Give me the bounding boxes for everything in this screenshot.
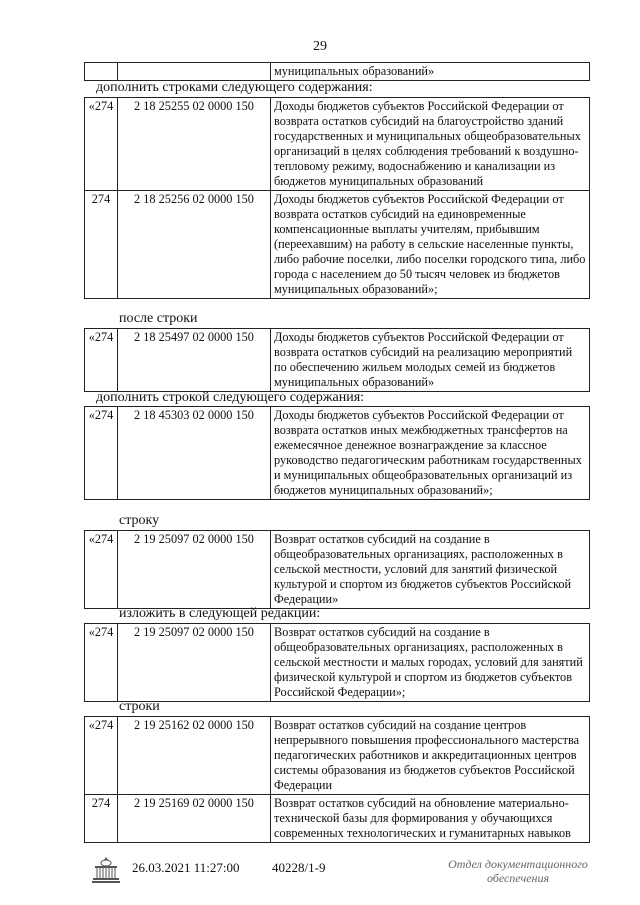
instruction-text: строки: [119, 699, 160, 714]
table-block: [84, 97, 590, 299]
cell-description: Возврат остатков субсидий на создание в общеобразовательных организациях, расположенных в сельской местности, условий для занятий физической культурой и спортом из бюджетов субъектов Российской Федерации»: [271, 531, 590, 609]
table-row: [85, 63, 590, 81]
footer-datetime: 26.03.2021 11:27:00: [132, 860, 240, 875]
instruction-text: строку: [119, 513, 160, 528]
footer-dept-line2: обеспечения: [486, 871, 550, 885]
cell-description: Доходы бюджетов субъектов Российской Федерации от возврата остатков субсидий на реализацию мероприятий по обеспечению жильем молодых семей из бюджетов муниципальных образований»: [271, 329, 590, 392]
cell-kbk: 2 19 25097 02 0000 150: [118, 531, 271, 609]
parliament-building-icon: [90, 854, 122, 886]
cell-code-prefix: 274: [85, 795, 118, 843]
footer-dept-line1: Отдел документационного: [448, 857, 588, 871]
cell-code-prefix: «274: [85, 329, 118, 392]
page-number: 29: [313, 39, 327, 54]
cell-code-prefix: «274: [85, 717, 118, 795]
cell-description: Возврат остатков субсидий на создание в общеобразовательных организациях, расположенных в сельской местности и малых городах, условий для занятий физической культурой и спортом из бюджетов субъектов Российской Федерации»;: [271, 624, 590, 702]
cell-code-prefix: «274: [85, 98, 118, 191]
cell-code-prefix: «274: [85, 407, 118, 500]
table-block: [84, 406, 590, 500]
table-row: [85, 191, 590, 299]
cell-kbk: 2 18 45303 02 0000 150: [118, 407, 271, 500]
cell-description: Возврат остатков субсидий на обновление материально-технической базы для формирования у обучающихся современных технологических и гуманитарных навыков: [271, 795, 590, 843]
table-row: [85, 407, 590, 500]
table-block: [84, 623, 590, 702]
page-footer: [0, 850, 640, 890]
instruction-text: после строки: [119, 311, 198, 326]
table-block: [84, 328, 590, 392]
table-row: [85, 531, 590, 609]
cell-description: Возврат остатков субсидий на создание центров непрерывного повышения профессионального мастерства педагогических работников и аккредитационных центров системы образования из бюджетов субъектов Российской Федерации: [271, 717, 590, 795]
footer-doc-code: 40228/1-9: [272, 860, 326, 875]
cell-code-prefix: 274: [85, 191, 118, 299]
table-block: [84, 530, 590, 609]
instruction-text: изложить в следующей редакции:: [119, 606, 321, 621]
cell-code-prefix: «274: [85, 624, 118, 702]
cell-code-prefix: «274: [85, 531, 118, 609]
cell-kbk: 2 18 25497 02 0000 150: [118, 329, 271, 392]
cell-description: Доходы бюджетов субъектов Российской Федерации от возврата остатков субсидий на единовременные компенсационные выплаты учителям, прибывшим (переехавшим) на работу в сельские населенные пункты, либо рабочие поселки, либо поселки городского типа, либо города с населением до 50 тысяч человек из бюджетов муниципальных образований»;: [271, 191, 590, 299]
table-block: [84, 716, 590, 843]
table-row: [85, 717, 590, 795]
table-row: [85, 329, 590, 392]
cell-description: Доходы бюджетов субъектов Российской Федерации от возврата остатков субсидий на благоустройство зданий государственных и муниципальных общеобразовательных организаций в целях соблюдения требований к воздушно-тепловому режиму, водоснабжению и канализации из бюджетов муниципальных образований: [271, 98, 590, 191]
table-row: [85, 98, 590, 191]
cell-description: Доходы бюджетов субъектов Российской Федерации от возврата остатков иных межбюджетных трансфертов на ежемесячное денежное вознаграждение за классное руководство педагогическим работникам государственных и муниципальных общеобразовательных организаций из бюджетов муниципальных образований»;: [271, 407, 590, 500]
cell-empty: [85, 63, 118, 81]
cell-kbk: 2 18 25256 02 0000 150: [118, 191, 271, 299]
table-fragment-top: [84, 62, 590, 81]
instruction-text: дополнить строкой следующего содержания:: [96, 390, 365, 405]
cell-text: муниципальных образований»: [271, 63, 590, 81]
cell-kbk: 2 19 25097 02 0000 150: [118, 624, 271, 702]
table-row: [85, 624, 590, 702]
footer-department-stamp: [438, 857, 598, 885]
cell-kbk: 2 19 25169 02 0000 150: [118, 795, 271, 843]
instruction-text: дополнить строками следующего содержания:: [96, 80, 373, 95]
table-row: [85, 795, 590, 843]
cell-empty: [118, 63, 271, 81]
cell-kbk: 2 18 25255 02 0000 150: [118, 98, 271, 191]
cell-kbk: 2 19 25162 02 0000 150: [118, 717, 271, 795]
